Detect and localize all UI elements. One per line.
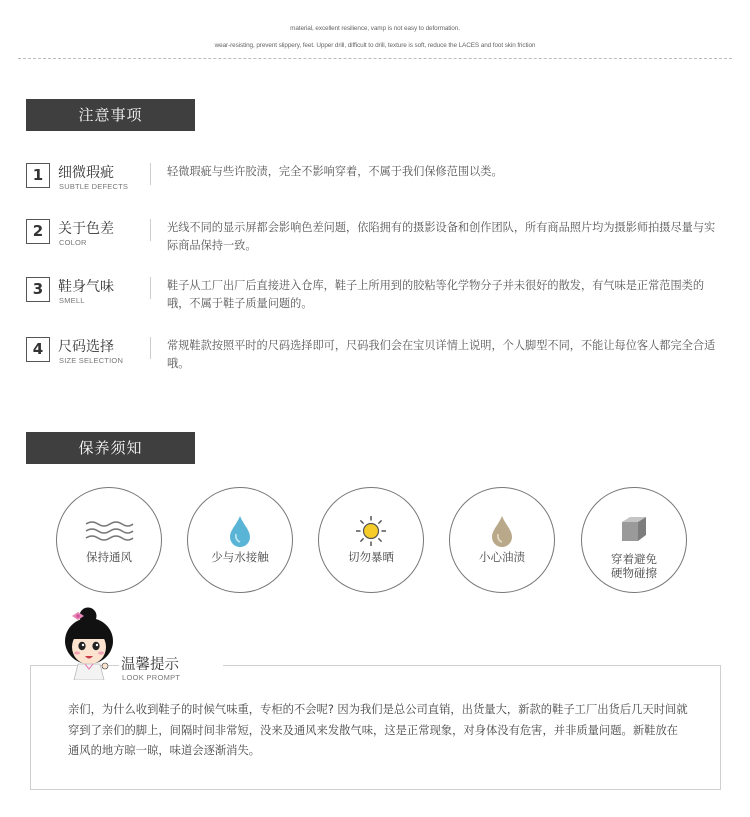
notice-item-desc: 鞋子从工厂出厂后直接进入仓库，鞋子上所用到的胶粘等化学物分子并未很好的散发，有气味是正常范围类的哦，不属于鞋子质量问题的。 — [167, 279, 705, 310]
care-label: 小心油渍 — [479, 550, 525, 564]
care-label: 少与水接触 — [211, 550, 269, 564]
notice-item-2 — [26, 219, 726, 259]
care-label: 保持通风 — [86, 550, 132, 564]
notice-item-subtitle: COLOR — [59, 238, 87, 247]
notice-item-title: 鞋身气味 — [58, 279, 114, 295]
number-badge: 3 — [26, 277, 50, 302]
hard-block-icon — [582, 512, 686, 546]
care-item-ventilate — [56, 487, 162, 593]
oil-drop-icon — [450, 514, 554, 548]
notice-item-1 — [26, 163, 726, 203]
care-item-avoid-oil — [449, 487, 555, 593]
care-label-line-2: 硬物碰擦 — [611, 566, 657, 580]
care-item-avoid-hard-objects — [581, 487, 687, 593]
header-line-1: material, excellent resilience, vamp is not easy to deformation. — [290, 25, 460, 32]
vertical-divider — [150, 163, 151, 185]
tip-subtitle: LOOK PROMPT — [122, 673, 181, 682]
notice-item-subtitle: SUBTLE DEFECTS — [59, 182, 129, 191]
notice-item-title: 关于色差 — [58, 221, 114, 237]
number-badge: 2 — [26, 219, 50, 244]
vertical-divider — [150, 219, 151, 241]
care-section-title: 保养须知 — [26, 432, 195, 464]
tip-title: 温馨提示 — [121, 653, 183, 674]
vertical-divider — [150, 277, 151, 299]
number-badge: 4 — [26, 337, 50, 362]
header-text-block — [0, 24, 750, 51]
vertical-divider — [150, 337, 151, 359]
number-badge: 1 — [26, 163, 50, 188]
notice-section-title: 注意事项 — [26, 99, 195, 131]
wind-icon — [57, 514, 161, 548]
notice-item-3 — [26, 277, 726, 317]
water-drop-icon — [188, 514, 292, 548]
care-icons-row — [56, 487, 696, 595]
care-item-avoid-sun — [318, 487, 424, 593]
notice-item-desc: 光线不同的显示屏都会影响色差问题，依陷拥有的摄影设备和创作团队，所有商品照片均为摄影师拍摄尽量与实际商品保持一致。 — [167, 221, 716, 252]
tip-text: 亲们，为什么收到鞋子的时候气味重，专柜的不会呢? 因为我们是总公司直销，出货量大，新款的鞋子工厂出货后几天时间就穿到了亲们的脚上，间隔时间非常短，没来及通风来发散气味，这是正常现象，对身体没有危害，并非质量问题。新鞋放在通风的地方晾一晾，味道会逐渐消失。 — [68, 703, 688, 757]
sun-icon — [319, 514, 423, 548]
notice-item-title: 细微瑕疵 — [58, 165, 114, 181]
notice-item-subtitle: SMELL — [59, 296, 85, 305]
notice-item-title: 尺码选择 — [58, 339, 114, 355]
care-label-line-1: 穿着避免 — [611, 552, 657, 566]
notice-item-desc: 常规鞋款按照平时的尺码选择即可，尺码我们会在宝贝详情上说明，个人脚型不同，不能让每位客人都完全合适哦。 — [167, 339, 716, 370]
notice-item-desc: 轻微瑕疵与些许胶渍，完全不影响穿着，不属于我们保修范围以类。 — [167, 165, 503, 178]
notice-item-subtitle: SIZE SELECTION — [59, 356, 124, 365]
cartoon-girl-icon — [58, 606, 122, 680]
notice-item-4 — [26, 337, 726, 377]
care-label: 切勿暴晒 — [348, 550, 394, 564]
care-item-avoid-water — [187, 487, 293, 593]
dashed-divider — [18, 58, 732, 59]
header-line-2: wear-resisting, prevent slippery, feet. Upper drill, difficult to drill, texture is soft, reduce the LACES and foot skin friction — [214, 42, 536, 49]
care-label — [582, 552, 686, 580]
